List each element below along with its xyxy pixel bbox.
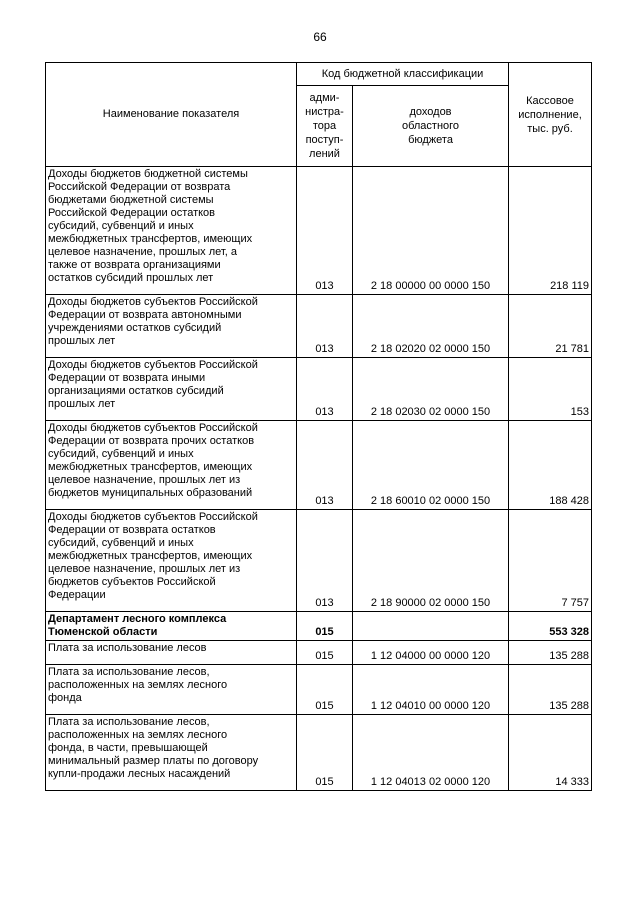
administrator-code-cell: 013 [297, 421, 353, 510]
indicator-name-line: Федерации от возврата остатков [48, 524, 216, 536]
indicator-name-line: также от возврата организациями [48, 259, 221, 271]
indicator-name-cell [46, 665, 297, 715]
cash-execution-cell: 188 428 [509, 421, 592, 510]
indicator-name-line: бюджетов муниципальных образований [48, 487, 253, 499]
indicator-name-line: учреждениями остатков субсидий [48, 322, 222, 334]
table-row [46, 665, 592, 715]
revenue-code-cell: 1 12 04013 02 0000 120 [353, 715, 509, 791]
table-row [46, 167, 592, 295]
header-income-line: бюджета [408, 134, 453, 146]
cash-execution-cell: 153 [509, 358, 592, 421]
table-row [46, 612, 592, 641]
header-cash-line: тыс. руб. [527, 122, 573, 135]
revenue-code-cell: 2 18 02020 02 0000 150 [353, 295, 509, 358]
table-header [46, 63, 592, 167]
indicator-name-line: Федерации от возврата иными [48, 372, 206, 384]
cash-execution-cell: 218 119 [509, 167, 592, 295]
administrator-code-cell: 015 [297, 612, 353, 641]
indicator-name-cell [46, 641, 297, 665]
indicator-name-line: купли-продажи лесных насаждений [48, 768, 231, 780]
table-row [46, 510, 592, 612]
table-row [46, 421, 592, 510]
indicator-name-line: Доходы бюджетов субъектов Российской [48, 296, 258, 308]
indicator-name-line: Федерации [48, 589, 106, 601]
cash-execution-cell: 14 333 [509, 715, 592, 791]
table-body [46, 167, 592, 791]
indicator-name-line: Доходы бюджетов субъектов Российской [48, 511, 258, 523]
indicator-name-line: Плата за использование лесов, [48, 716, 210, 728]
cash-execution-cell: 135 288 [509, 665, 592, 715]
indicator-name-line: межбюджетных трансфертов, имеющих [48, 550, 253, 562]
header-regional-budget-revenue [353, 86, 509, 167]
indicator-name-cell [46, 167, 297, 295]
table-row [46, 641, 592, 665]
revenue-code-cell: 1 12 04000 00 0000 120 [353, 641, 509, 665]
header-admin-line: адми- [309, 92, 340, 104]
indicator-name-line: субсидий, субвенций и иных [48, 537, 194, 549]
indicator-name-line: межбюджетных трансфертов, имеющих [48, 461, 253, 473]
cash-execution-cell: 553 328 [509, 612, 592, 641]
indicator-name-line: Плата за использование лесов [48, 642, 207, 654]
header-budget-classification-code: Код бюджетной классификации [297, 63, 509, 86]
table-row [46, 358, 592, 421]
revenue-table [45, 62, 592, 791]
header-cash-line: исполнение, [518, 108, 582, 121]
indicator-name-cell [46, 510, 297, 612]
indicator-name-line: Тюменской области [48, 626, 158, 638]
revenue-code-cell: 1 12 04010 00 0000 120 [353, 665, 509, 715]
table-row [46, 295, 592, 358]
header-admin-line: лений [309, 148, 340, 160]
indicator-name-cell [46, 358, 297, 421]
indicator-name-line: межбюджетных трансфертов, имеющих [48, 233, 253, 245]
indicator-name-line: расположенных на землях лесного [48, 729, 228, 741]
revenue-code-cell: 2 18 02030 02 0000 150 [353, 358, 509, 421]
header-cash-execution [509, 63, 592, 167]
indicator-name-line: целевое назначение, прошлых лет, а [48, 246, 237, 258]
table-row [46, 715, 592, 791]
administrator-code-cell: 015 [297, 641, 353, 665]
header-admin-line: поступ- [305, 134, 344, 146]
administrator-code-cell: 013 [297, 167, 353, 295]
header-admin-line: тора [312, 120, 337, 132]
indicator-name-line: прошлых лет [48, 335, 116, 347]
cash-execution-cell: 7 757 [509, 510, 592, 612]
indicator-name-line: целевое назначение, прошлых лет из [48, 563, 241, 575]
indicator-name-line: Доходы бюджетов субъектов Российской [48, 422, 258, 434]
revenue-code-cell: 2 18 90000 02 0000 150 [353, 510, 509, 612]
indicator-name-line: остатков субсидий прошлых лет [48, 272, 214, 284]
indicator-name-cell [46, 612, 297, 641]
indicator-name-line: Доходы бюджетов бюджетной системы [48, 168, 248, 180]
indicator-name-cell [46, 295, 297, 358]
indicator-name-line: бюджетов субъектов Российской [48, 576, 216, 588]
indicator-name-line: Российской Федерации остатков [48, 207, 216, 219]
administrator-code-cell: 013 [297, 510, 353, 612]
revenue-code-cell [353, 612, 509, 641]
indicator-name-line: Департамент лесного комплекса [48, 613, 227, 625]
indicator-name-line: субсидий, субвенций и иных [48, 220, 194, 232]
header-revenue-administrator [297, 86, 353, 167]
indicator-name-line: фонда, в части, превышающей [48, 742, 208, 754]
indicator-name-line: прошлых лет [48, 398, 116, 410]
administrator-code-cell: 015 [297, 715, 353, 791]
indicator-name-line: Плата за использование лесов, [48, 666, 210, 678]
indicator-name-cell [46, 715, 297, 791]
indicator-name-line: субсидий, субвенций и иных [48, 448, 194, 460]
header-indicator-name: Наименование показателя [46, 63, 297, 167]
header-cash-line: Кассовое [526, 94, 574, 107]
indicator-name-line: Федерации от возврата прочих остатков [48, 435, 255, 447]
indicator-name-line: Федерации от возврата автономными [48, 309, 242, 321]
header-income-line: доходов [409, 106, 452, 118]
indicator-name-line: расположенных на землях лесного [48, 679, 228, 691]
revenue-code-cell: 2 18 00000 00 0000 150 [353, 167, 509, 295]
indicator-name-line: фонда [48, 692, 82, 704]
indicator-name-line: Доходы бюджетов субъектов Российской [48, 359, 258, 371]
administrator-code-cell: 015 [297, 665, 353, 715]
administrator-code-cell: 013 [297, 295, 353, 358]
indicator-name-line: минимальный размер платы по договору [48, 755, 259, 767]
indicator-name-line: организациями остатков субсидий [48, 385, 224, 397]
administrator-code-cell: 013 [297, 358, 353, 421]
cash-execution-cell: 135 288 [509, 641, 592, 665]
indicator-name-cell [46, 421, 297, 510]
header-income-line: областного [401, 120, 460, 132]
revenue-code-cell: 2 18 60010 02 0000 150 [353, 421, 509, 510]
cash-execution-cell: 21 781 [509, 295, 592, 358]
indicator-name-line: целевое назначение, прошлых лет из [48, 474, 241, 486]
header-admin-line: нистра- [305, 106, 344, 118]
page-number: 66 [313, 30, 327, 44]
indicator-name-line: Российской Федерации от возврата [48, 181, 231, 193]
indicator-name-line: бюджетами бюджетной системы [48, 194, 214, 206]
